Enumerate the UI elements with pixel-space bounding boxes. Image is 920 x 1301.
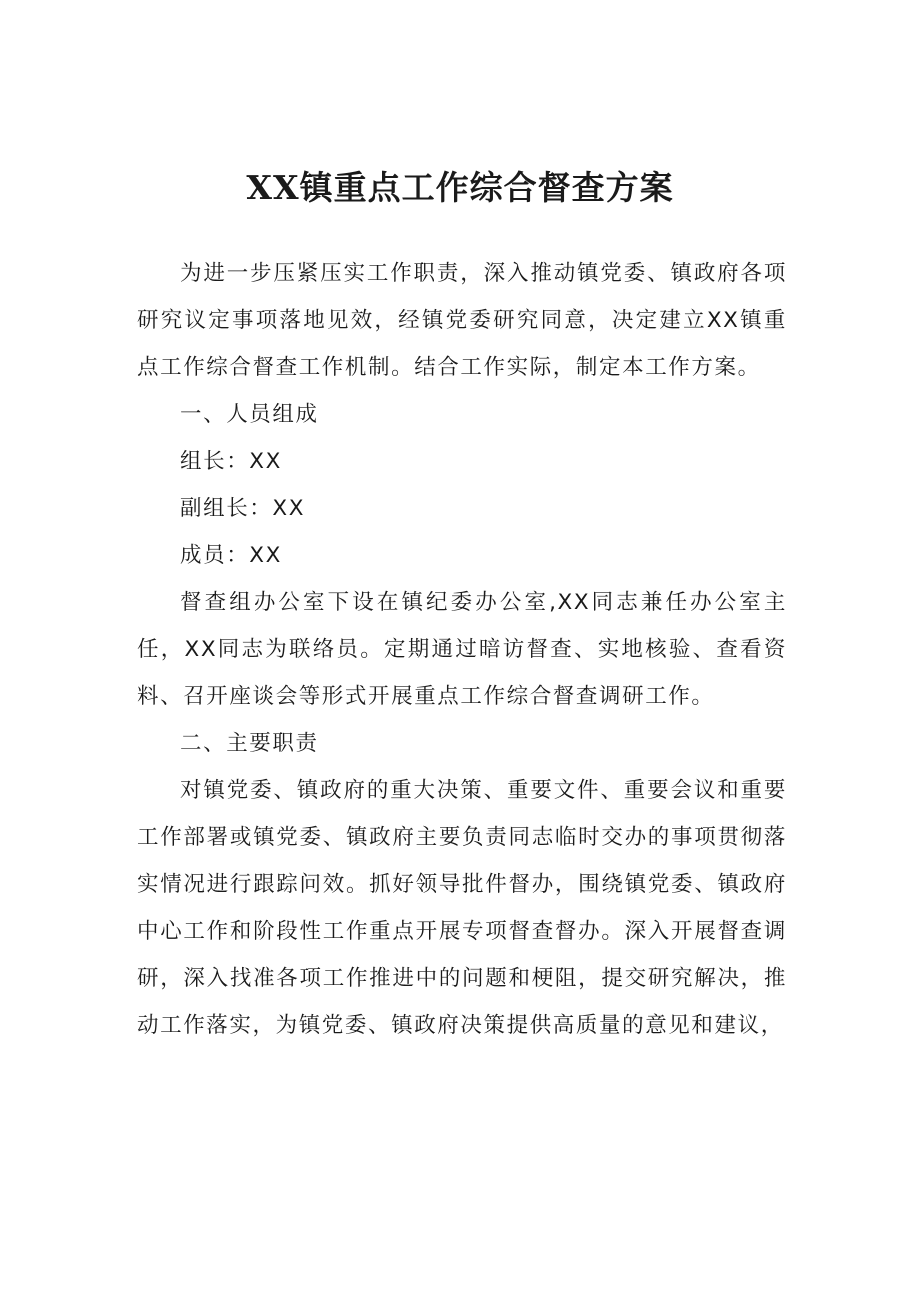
intro-paragraph: 为进一步压紧压实工作职责，深入推动镇党委、镇政府各项研究议定事项落地见效，经镇党委研究同意，决定建立XX镇重点工作综合督查工作机制。结合工作实际，制定本工作方案。 bbox=[137, 261, 787, 380]
team-leader-line: 组长：XX bbox=[180, 449, 282, 474]
section-heading-duties: 二、主要职责 bbox=[180, 731, 319, 756]
duties-paragraph: 对镇党委、镇政府的重大决策、重要文件、重要会议和重要工作部署或镇党委、镇政府主要负责同志临时交办的事项贯彻落实情况进行跟踪问效。抓好领导批件督办，围绕镇党委、镇政府中心工作和阶段性工作重点开展专项督查督办。深入开展督查调研，深入找准各项工作推进中的问题和梗阻，提交研究解决，推动工作落实，为镇党委、镇政府决策提供高质量的意见和建议， bbox=[137, 778, 787, 1038]
office-paragraph: 督查组办公室下设在镇纪委办公室,XX同志兼任办公室主任，XX同志为联络员。定期通过暗访督查、实地核验、查看资料、召开座谈会等形式开展重点工作综合督查调研工作。 bbox=[137, 590, 787, 709]
deputy-leader-line: 副组长：XX bbox=[180, 496, 306, 521]
section-heading-personnel: 一、人员组成 bbox=[180, 402, 319, 427]
members-line: 成员：XX bbox=[180, 543, 282, 568]
document-body bbox=[137, 250, 787, 1049]
document-title: XX镇重点工作综合督查方案 bbox=[246, 168, 674, 207]
